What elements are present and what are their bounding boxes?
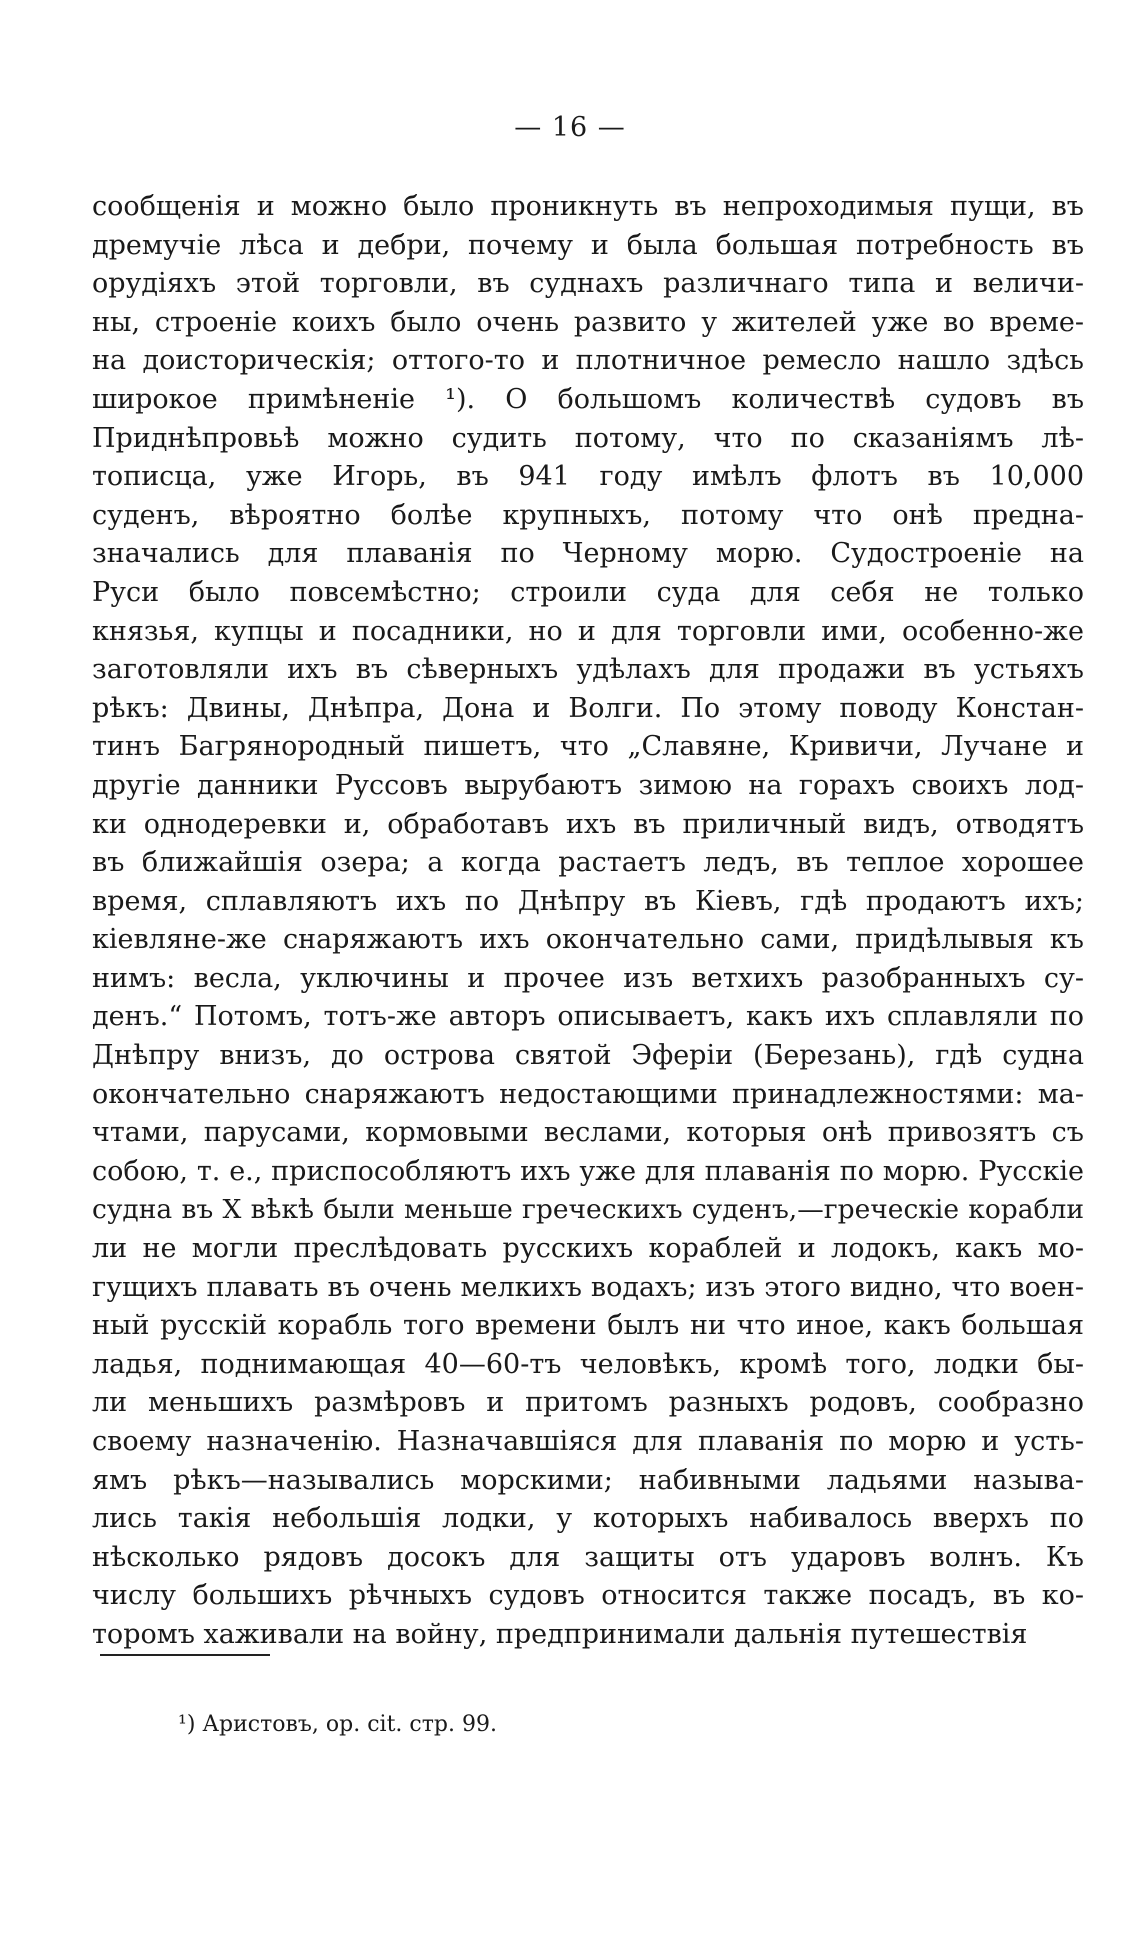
- text-line: значались для плаванія по Черному морю. Судостроеніе на: [92, 538, 1084, 570]
- text-line: Руси было повсемѣстно; строили суда для себя не только: [92, 576, 1084, 608]
- text-line: торомъ хаживали на войну, предпринимали дальнія путешествія: [92, 1618, 1028, 1650]
- text-line: кіевляне-же снаряжаютъ ихъ окончательно сами, придѣлывыя къ: [92, 924, 1084, 956]
- text-line: Днѣпру внизъ, до острова святой Эферіи (Березань), гдѣ судна: [92, 1040, 1084, 1072]
- text-line: собою, т. е., приспособляютъ ихъ уже для плаванія по морю. Русскіе: [92, 1155, 1084, 1187]
- page-number: — 16 —: [514, 112, 626, 143]
- text-line: своему назначенію. Назначавшіяся для плаванія по морю и усть-: [92, 1426, 1084, 1457]
- text-line: лись такія небольшія лодки, у которыхъ набивалось вверхъ по: [92, 1503, 1084, 1535]
- text-line: князья, купцы и посадники, но и для торговли ими, особенно-же: [92, 615, 1084, 647]
- text-line: окончательно снаряжаютъ недостающими принадлежностями: ма-: [92, 1078, 1084, 1110]
- footnote-divider: [100, 1654, 270, 1656]
- text-line: рѣкъ: Двины, Днѣпра, Дона и Волги. По этому поводу Констан-: [92, 692, 1084, 724]
- text-line: чтами, парусами, кормовыми веслами, которыя онѣ привозятъ съ: [92, 1117, 1084, 1149]
- text-line: сообщенія и можно было проникнуть въ непроходимыя пущи, въ: [92, 191, 1084, 222]
- text-line: гущихъ плавать въ очень мелкихъ водахъ; изъ этого видно, что воен-: [92, 1271, 1084, 1303]
- text-line: ны, строеніе коихъ было очень развито у жителей уже во време-: [92, 306, 1084, 338]
- text-line: ли не могли преслѣдовать русскихъ кораблей и лодокъ, какъ мо-: [92, 1233, 1084, 1265]
- text-line: ямъ рѣкъ—назывались морскими; набивными ладьями называ-: [92, 1464, 1084, 1496]
- text-line: заготовляли ихъ въ сѣверныхъ удѣлахъ для продажи въ устьяхъ: [92, 654, 1084, 686]
- text-line: числу большихъ рѣчныхъ судовъ относится также посадъ, въ ко-: [92, 1580, 1084, 1612]
- text-line: нимъ: весла, уключины и прочее изъ ветхихъ разобранныхъ су-: [92, 962, 1084, 994]
- text-line: суденъ, вѣроятно болѣе крупныхъ, потому что онѣ предна-: [92, 499, 1084, 531]
- text-line: судна въ X вѣкѣ были меньше греческихъ суденъ,—греческіе корабли: [92, 1194, 1084, 1226]
- body-text: [92, 188, 1084, 1655]
- text-line: дремучіе лѣса и дебри, почему и была большая потребность въ: [92, 229, 1084, 261]
- text-line: на доисторическія; оттого-то и плотничное ремесло нашло здѣсь: [92, 345, 1084, 377]
- text-line: ли меньшихъ размѣровъ и притомъ разныхъ родовъ, сообразно: [92, 1387, 1084, 1419]
- text-line: другіе данники Руссовъ вырубаютъ зимою на горахъ своихъ лод-: [92, 769, 1084, 801]
- text-line: денъ.“ Потомъ, тотъ-же авторъ описываетъ, какъ ихъ сплавляли по: [92, 1001, 1084, 1033]
- text-line: широкое примѣненіе ¹). О большомъ количествѣ судовъ въ: [92, 383, 1084, 415]
- text-line: тинъ Багрянородный пишетъ, что „Славяне, Кривичи, Лучане и: [92, 731, 1084, 763]
- text-line: ки однодеревки и, обработавъ ихъ въ приличный видъ, отводятъ: [92, 808, 1084, 840]
- text-line: орудіяхъ этой торговли, въ суднахъ различнаго типа и величи-: [92, 268, 1084, 300]
- footnote: ¹) Аристовъ, op. cit. стр. 99.: [178, 1712, 497, 1737]
- text-line: время, сплавляютъ ихъ по Днѣпру въ Кіевъ, гдѣ продаютъ ихъ;: [92, 885, 1084, 917]
- text-line: въ ближайшія озера; а когда растаетъ ледъ, въ теплое хорошее: [92, 847, 1084, 879]
- text-line: ладья, поднимающая 40—60-тъ человѣкъ, кромѣ того, лодки бы-: [92, 1348, 1084, 1380]
- text-line: Приднѣпровьѣ можно судить потому, что по сказаніямъ лѣ-: [92, 422, 1084, 454]
- text-line: ный русскій корабль того времени былъ ни что иное, какъ большая: [92, 1310, 1084, 1342]
- text-line: тописца, уже Игорь, въ 941 году имѣлъ флотъ въ 10,000: [92, 461, 1084, 493]
- text-line: нѣсколько рядовъ досокъ для защиты отъ ударовъ волнъ. Къ: [92, 1541, 1084, 1573]
